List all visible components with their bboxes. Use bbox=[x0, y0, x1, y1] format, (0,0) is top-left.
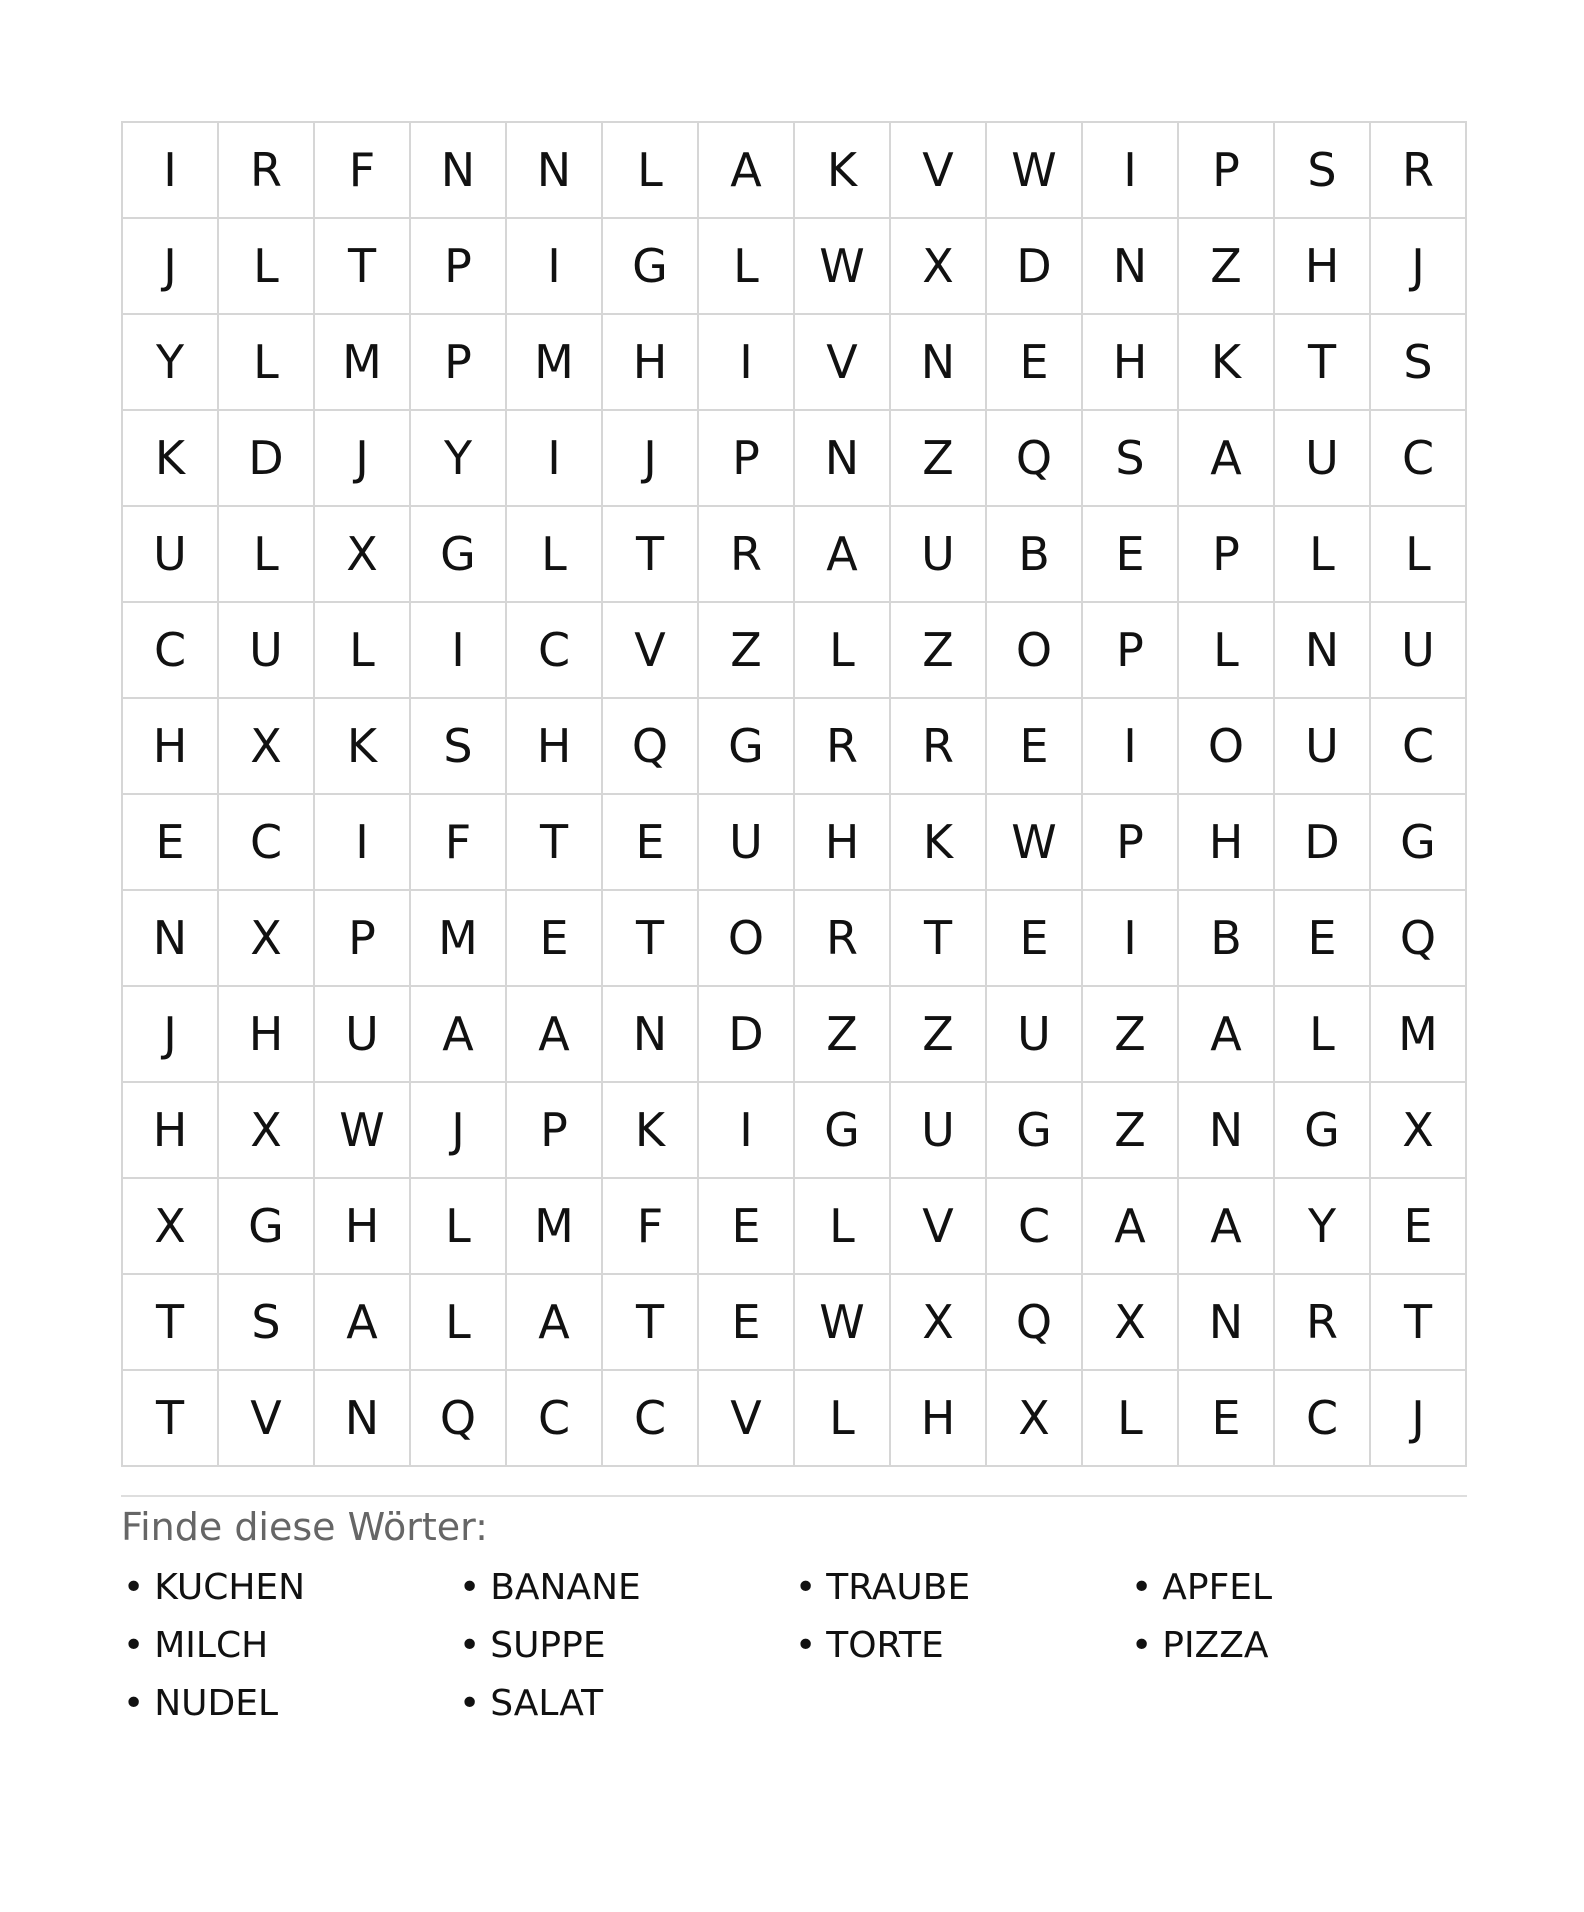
grid-cell[interactable]: K bbox=[603, 1083, 699, 1179]
grid-cell[interactable]: X bbox=[1083, 1275, 1179, 1371]
grid-cell[interactable]: Q bbox=[987, 1275, 1083, 1371]
grid-cell[interactable]: H bbox=[219, 987, 315, 1083]
grid-cell[interactable]: A bbox=[1179, 411, 1275, 507]
word-label: TORTE bbox=[826, 1624, 944, 1666]
grid-cell[interactable]: D bbox=[699, 987, 795, 1083]
grid-cell[interactable]: C bbox=[507, 603, 603, 699]
grid-cell[interactable]: X bbox=[219, 891, 315, 987]
grid-cell[interactable]: L bbox=[219, 219, 315, 315]
grid-cell[interactable]: W bbox=[987, 123, 1083, 219]
grid-cell[interactable]: Z bbox=[699, 603, 795, 699]
grid-cell[interactable]: K bbox=[795, 123, 891, 219]
grid-cell[interactable]: M bbox=[411, 891, 507, 987]
grid-cell[interactable]: F bbox=[603, 1179, 699, 1275]
grid-cell[interactable]: I bbox=[507, 411, 603, 507]
grid-cell[interactable]: P bbox=[699, 411, 795, 507]
grid-cell[interactable]: Z bbox=[1083, 987, 1179, 1083]
grid-cell[interactable]: Z bbox=[795, 987, 891, 1083]
bullet-icon: • bbox=[123, 1682, 145, 1724]
letter-grid bbox=[121, 121, 1467, 1467]
grid-cell[interactable]: S bbox=[411, 699, 507, 795]
grid-cell[interactable]: C bbox=[1371, 699, 1467, 795]
bullet-icon: • bbox=[123, 1624, 145, 1666]
word-list-item bbox=[121, 1681, 457, 1726]
grid-cell[interactable]: N bbox=[411, 123, 507, 219]
grid-cell[interactable]: P bbox=[411, 315, 507, 411]
grid-cell[interactable]: L bbox=[219, 315, 315, 411]
grid-cell[interactable]: S bbox=[219, 1275, 315, 1371]
grid-cell[interactable]: Z bbox=[891, 987, 987, 1083]
grid-cell[interactable]: T bbox=[315, 219, 411, 315]
bullet-icon: • bbox=[459, 1682, 481, 1724]
grid-cell[interactable]: I bbox=[507, 219, 603, 315]
word-list-heading: Finde diese Wörter: bbox=[121, 1505, 488, 1549]
grid-cell[interactable]: X bbox=[315, 507, 411, 603]
grid-cell[interactable]: U bbox=[315, 987, 411, 1083]
grid-cell[interactable]: H bbox=[315, 1179, 411, 1275]
grid-cell[interactable]: P bbox=[1083, 795, 1179, 891]
grid-cell[interactable]: T bbox=[1371, 1275, 1467, 1371]
grid-cell[interactable]: U bbox=[1275, 699, 1371, 795]
grid-cell[interactable]: X bbox=[123, 1179, 219, 1275]
grid-cell[interactable]: Y bbox=[123, 315, 219, 411]
grid-cell[interactable]: G bbox=[699, 699, 795, 795]
grid-cell[interactable]: N bbox=[507, 123, 603, 219]
grid-cell[interactable]: J bbox=[123, 219, 219, 315]
grid-cell[interactable]: L bbox=[411, 1179, 507, 1275]
grid-cell[interactable]: V bbox=[891, 1179, 987, 1275]
grid-cell[interactable]: I bbox=[315, 795, 411, 891]
grid-cell[interactable]: U bbox=[1275, 411, 1371, 507]
word-list-item bbox=[457, 1681, 793, 1726]
grid-cell[interactable]: J bbox=[603, 411, 699, 507]
grid-cell[interactable]: U bbox=[219, 603, 315, 699]
grid-cell[interactable]: O bbox=[699, 891, 795, 987]
grid-cell[interactable]: N bbox=[1275, 603, 1371, 699]
grid-cell[interactable]: A bbox=[507, 1275, 603, 1371]
grid-cell[interactable]: E bbox=[1371, 1179, 1467, 1275]
grid-cell[interactable]: L bbox=[1275, 987, 1371, 1083]
grid-cell[interactable]: L bbox=[507, 507, 603, 603]
grid-cell[interactable]: L bbox=[795, 1179, 891, 1275]
grid-cell[interactable]: P bbox=[507, 1083, 603, 1179]
grid-cell[interactable]: A bbox=[1179, 987, 1275, 1083]
grid-cell[interactable]: B bbox=[987, 507, 1083, 603]
grid-cell[interactable]: D bbox=[987, 219, 1083, 315]
grid-cell[interactable]: N bbox=[315, 1371, 411, 1467]
grid-cell[interactable]: U bbox=[891, 1083, 987, 1179]
grid-cell[interactable]: S bbox=[1371, 315, 1467, 411]
grid-cell[interactable]: L bbox=[315, 603, 411, 699]
grid-cell[interactable]: J bbox=[1371, 1371, 1467, 1467]
grid-cell[interactable]: H bbox=[507, 699, 603, 795]
word-label: SALAT bbox=[490, 1682, 604, 1724]
grid-cell[interactable]: K bbox=[123, 411, 219, 507]
word-list-item bbox=[793, 1623, 1129, 1668]
word-label: PIZZA bbox=[1162, 1624, 1269, 1666]
grid-cell[interactable]: C bbox=[1371, 411, 1467, 507]
grid-cell[interactable]: Q bbox=[411, 1371, 507, 1467]
grid-cell[interactable]: E bbox=[987, 315, 1083, 411]
word-list bbox=[121, 1565, 1463, 1726]
grid-cell[interactable]: E bbox=[987, 891, 1083, 987]
grid-cell[interactable]: G bbox=[219, 1179, 315, 1275]
grid-cell[interactable]: X bbox=[219, 699, 315, 795]
grid-cell[interactable]: N bbox=[1179, 1275, 1275, 1371]
grid-cell[interactable]: E bbox=[987, 699, 1083, 795]
grid-cell[interactable]: A bbox=[699, 123, 795, 219]
grid-cell[interactable]: X bbox=[891, 219, 987, 315]
grid-cell[interactable]: K bbox=[891, 795, 987, 891]
grid-cell[interactable]: B bbox=[1179, 891, 1275, 987]
grid-cell[interactable]: L bbox=[795, 603, 891, 699]
grid-cell[interactable]: K bbox=[1179, 315, 1275, 411]
grid-cell[interactable]: V bbox=[219, 1371, 315, 1467]
grid-cell[interactable]: E bbox=[507, 891, 603, 987]
grid-cell[interactable]: R bbox=[891, 699, 987, 795]
grid-cell[interactable]: R bbox=[1275, 1275, 1371, 1371]
grid-cell[interactable]: G bbox=[411, 507, 507, 603]
grid-cell[interactable]: X bbox=[987, 1371, 1083, 1467]
grid-cell[interactable]: Y bbox=[1275, 1179, 1371, 1275]
bullet-icon: • bbox=[1131, 1624, 1153, 1666]
grid-cell[interactable]: P bbox=[1179, 123, 1275, 219]
word-label: KUCHEN bbox=[154, 1566, 306, 1608]
grid-cell[interactable]: J bbox=[411, 1083, 507, 1179]
grid-cell[interactable]: R bbox=[795, 891, 891, 987]
grid-cell[interactable]: M bbox=[507, 1179, 603, 1275]
grid-cell[interactable]: N bbox=[1179, 1083, 1275, 1179]
grid-cell[interactable]: O bbox=[987, 603, 1083, 699]
grid-cell[interactable]: A bbox=[1179, 1179, 1275, 1275]
grid-cell[interactable]: G bbox=[1275, 1083, 1371, 1179]
grid-cell[interactable]: C bbox=[987, 1179, 1083, 1275]
word-list-item bbox=[1129, 1565, 1465, 1610]
bullet-icon: • bbox=[123, 1566, 145, 1608]
grid-cell[interactable]: J bbox=[315, 411, 411, 507]
grid-cell[interactable]: W bbox=[315, 1083, 411, 1179]
word-label: SUPPE bbox=[490, 1624, 606, 1666]
bullet-icon: • bbox=[459, 1624, 481, 1666]
grid-cell[interactable]: E bbox=[603, 795, 699, 891]
grid-cell[interactable]: K bbox=[315, 699, 411, 795]
grid-cell[interactable]: V bbox=[699, 1371, 795, 1467]
grid-cell[interactable]: L bbox=[1275, 507, 1371, 603]
grid-cell[interactable]: Q bbox=[1371, 891, 1467, 987]
grid-cell[interactable]: T bbox=[507, 795, 603, 891]
grid-cell[interactable]: T bbox=[123, 1275, 219, 1371]
grid-cell[interactable]: U bbox=[987, 987, 1083, 1083]
grid-cell[interactable]: W bbox=[987, 795, 1083, 891]
word-label: TRAUBE bbox=[826, 1566, 971, 1608]
grid-cell[interactable]: I bbox=[1083, 699, 1179, 795]
grid-cell[interactable]: J bbox=[1371, 219, 1467, 315]
word-label: APFEL bbox=[1162, 1566, 1273, 1608]
grid-cell[interactable]: U bbox=[699, 795, 795, 891]
grid-cell[interactable]: T bbox=[603, 507, 699, 603]
grid-cell[interactable]: L bbox=[1371, 507, 1467, 603]
grid-cell[interactable]: D bbox=[219, 411, 315, 507]
grid-cell[interactable]: V bbox=[795, 315, 891, 411]
grid-cell[interactable]: I bbox=[699, 1083, 795, 1179]
grid-cell[interactable]: X bbox=[891, 1275, 987, 1371]
divider bbox=[121, 1495, 1467, 1497]
grid-cell[interactable]: H bbox=[1083, 315, 1179, 411]
grid-cell[interactable]: Q bbox=[603, 699, 699, 795]
grid-cell[interactable]: L bbox=[1179, 603, 1275, 699]
grid-cell[interactable]: L bbox=[699, 219, 795, 315]
grid-cell[interactable]: Z bbox=[891, 411, 987, 507]
bullet-icon: • bbox=[795, 1624, 817, 1666]
word-search-puzzle bbox=[121, 121, 1463, 1726]
grid-cell[interactable]: T bbox=[1275, 315, 1371, 411]
grid-cell[interactable]: I bbox=[1083, 123, 1179, 219]
grid-cell[interactable]: H bbox=[1275, 219, 1371, 315]
grid-cell[interactable]: X bbox=[1371, 1083, 1467, 1179]
grid-cell[interactable]: L bbox=[411, 1275, 507, 1371]
word-list-item bbox=[121, 1623, 457, 1668]
grid-cell[interactable]: I bbox=[1083, 891, 1179, 987]
grid-cell[interactable]: W bbox=[795, 219, 891, 315]
grid-cell[interactable]: E bbox=[1275, 891, 1371, 987]
bullet-icon: • bbox=[1131, 1566, 1153, 1608]
grid-cell[interactable]: I bbox=[123, 123, 219, 219]
grid-cell[interactable]: E bbox=[699, 1179, 795, 1275]
grid-cell[interactable]: N bbox=[123, 891, 219, 987]
grid-cell[interactable]: F bbox=[411, 795, 507, 891]
word-list-item bbox=[457, 1623, 793, 1668]
grid-cell[interactable]: N bbox=[795, 411, 891, 507]
grid-cell[interactable]: R bbox=[699, 507, 795, 603]
grid-cell[interactable]: C bbox=[1275, 1371, 1371, 1467]
grid-cell[interactable]: X bbox=[219, 1083, 315, 1179]
grid-cell[interactable]: U bbox=[123, 507, 219, 603]
grid-cell[interactable]: I bbox=[411, 603, 507, 699]
grid-cell[interactable]: C bbox=[123, 603, 219, 699]
grid-cell[interactable]: O bbox=[1179, 699, 1275, 795]
grid-cell[interactable]: L bbox=[795, 1371, 891, 1467]
grid-cell[interactable]: A bbox=[507, 987, 603, 1083]
grid-cell[interactable]: A bbox=[1083, 1179, 1179, 1275]
grid-cell[interactable]: G bbox=[987, 1083, 1083, 1179]
word-list-item bbox=[121, 1565, 457, 1610]
grid-cell[interactable]: C bbox=[507, 1371, 603, 1467]
grid-cell[interactable]: R bbox=[1371, 123, 1467, 219]
grid-cell[interactable]: G bbox=[795, 1083, 891, 1179]
grid-cell[interactable]: L bbox=[219, 507, 315, 603]
grid-cell[interactable]: T bbox=[603, 1275, 699, 1371]
grid-cell[interactable]: P bbox=[1179, 507, 1275, 603]
word-label: NUDEL bbox=[154, 1682, 279, 1724]
grid-cell[interactable]: G bbox=[603, 219, 699, 315]
grid-cell[interactable]: S bbox=[1083, 411, 1179, 507]
grid-cell[interactable]: P bbox=[411, 219, 507, 315]
grid-cell[interactable]: H bbox=[891, 1371, 987, 1467]
grid-cell[interactable]: E bbox=[1083, 507, 1179, 603]
grid-cell[interactable]: R bbox=[795, 699, 891, 795]
grid-cell[interactable]: E bbox=[1179, 1371, 1275, 1467]
bullet-icon: • bbox=[459, 1566, 481, 1608]
grid-cell[interactable]: T bbox=[123, 1371, 219, 1467]
grid-cell[interactable]: N bbox=[603, 987, 699, 1083]
grid-cell[interactable]: E bbox=[123, 795, 219, 891]
grid-cell[interactable]: V bbox=[891, 123, 987, 219]
grid-cell[interactable]: W bbox=[795, 1275, 891, 1371]
grid-cell[interactable]: H bbox=[1179, 795, 1275, 891]
grid-cell[interactable]: Q bbox=[987, 411, 1083, 507]
grid-cell[interactable]: L bbox=[603, 123, 699, 219]
grid-cell[interactable]: U bbox=[1371, 603, 1467, 699]
word-list-item bbox=[793, 1565, 1129, 1610]
grid-cell[interactable]: U bbox=[891, 507, 987, 603]
grid-cell[interactable]: H bbox=[123, 699, 219, 795]
grid-cell[interactable]: H bbox=[123, 1083, 219, 1179]
grid-cell[interactable]: H bbox=[603, 315, 699, 411]
grid-cell[interactable]: D bbox=[1275, 795, 1371, 891]
grid-cell[interactable]: R bbox=[219, 123, 315, 219]
grid-cell[interactable]: M bbox=[1371, 987, 1467, 1083]
grid-cell[interactable]: M bbox=[315, 315, 411, 411]
grid-cell[interactable]: Z bbox=[1083, 1083, 1179, 1179]
grid-cell[interactable]: L bbox=[1083, 1371, 1179, 1467]
grid-cell[interactable]: A bbox=[411, 987, 507, 1083]
grid-cell[interactable]: C bbox=[219, 795, 315, 891]
grid-cell[interactable]: S bbox=[1275, 123, 1371, 219]
grid-cell[interactable]: N bbox=[1083, 219, 1179, 315]
grid-cell[interactable]: P bbox=[1083, 603, 1179, 699]
grid-cell[interactable]: N bbox=[891, 315, 987, 411]
word-label: BANANE bbox=[490, 1566, 641, 1608]
grid-cell[interactable]: H bbox=[795, 795, 891, 891]
word-list-item bbox=[457, 1565, 793, 1610]
grid-cell[interactable]: C bbox=[603, 1371, 699, 1467]
grid-cell[interactable]: Y bbox=[411, 411, 507, 507]
grid-cell[interactable]: V bbox=[603, 603, 699, 699]
grid-cell[interactable]: T bbox=[891, 891, 987, 987]
grid-cell[interactable]: F bbox=[315, 123, 411, 219]
grid-cell[interactable]: E bbox=[699, 1275, 795, 1371]
grid-cell[interactable]: P bbox=[315, 891, 411, 987]
grid-cell[interactable]: A bbox=[795, 507, 891, 603]
bullet-icon: • bbox=[795, 1566, 817, 1608]
grid-cell[interactable]: T bbox=[603, 891, 699, 987]
grid-cell[interactable]: M bbox=[507, 315, 603, 411]
grid-cell[interactable]: I bbox=[699, 315, 795, 411]
grid-cell[interactable]: G bbox=[1371, 795, 1467, 891]
grid-cell[interactable]: Z bbox=[1179, 219, 1275, 315]
grid-cell[interactable]: J bbox=[123, 987, 219, 1083]
grid-cell[interactable]: A bbox=[315, 1275, 411, 1371]
word-label: MILCH bbox=[154, 1624, 269, 1666]
word-list-item bbox=[1129, 1623, 1465, 1668]
grid-cell[interactable]: Z bbox=[891, 603, 987, 699]
